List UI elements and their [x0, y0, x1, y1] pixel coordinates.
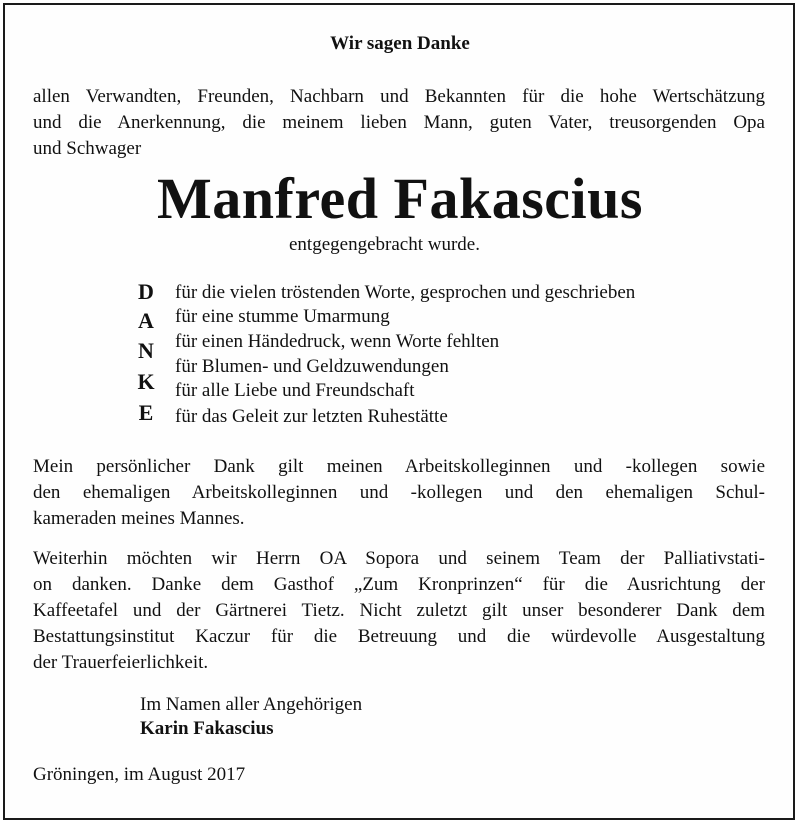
paragraph1-line-3: kameraden meines Mannes.: [33, 508, 245, 529]
after-name-text: entgegengebracht wurde.: [289, 234, 480, 255]
notice-title: Wir sagen Danke: [330, 33, 470, 54]
danke-letter-e: E: [138, 400, 154, 425]
paragraph2-line-2: on danken. Danke dem Gasthof „Zum Kronprinzen“ für die Ausrichtung der: [33, 574, 765, 595]
paragraph1-line-1: Mein persönlicher Dank gilt meinen Arbeitskolleginnen und -kollegen sowie: [33, 456, 765, 477]
paragraph2-line-4: Bestattungsinstitut Kaczur für die Betreuung und die würdevolle Ausgestaltung: [33, 626, 765, 647]
signature-name: Karin Fakascius: [140, 718, 274, 739]
danke-line-5: für alle Liebe und Freundschaft: [175, 380, 415, 401]
intro-line-1: allen Verwandten, Freunden, Nachbarn und Bekannten für die hohe Wertschätzung: [33, 86, 765, 107]
signature-on-behalf: Im Namen aller Angehörigen: [140, 694, 363, 715]
paragraph2-line-3: Kaffeetafel und der Gärtnerei Tietz. Nicht zuletzt gilt unser besonderer Dank dem: [33, 600, 765, 621]
danke-letter-d: D: [138, 279, 154, 304]
intro-line-2: und die Anerkennung, die meinem lieben Mann, guten Vater, treusorgenden Opa: [33, 112, 765, 133]
danke-letter-a: A: [138, 308, 154, 333]
danke-line-4: für Blumen- und Geldzuwendungen: [175, 356, 449, 377]
intro-line-3: und Schwager: [33, 138, 142, 159]
danke-line-1: für die vielen tröstenden Worte, gesprochen und geschrieben: [175, 282, 636, 303]
danke-letter-k: K: [137, 369, 155, 394]
danke-line-2: für eine stumme Umarmung: [175, 306, 390, 327]
danke-line-6: für das Geleit zur letzten Ruhestätte: [175, 406, 448, 427]
place-date: Gröningen, im August 2017: [33, 764, 246, 785]
paragraph2-line-5: der Trauerfeierlichkeit.: [33, 652, 209, 673]
danke-line-3: für einen Händedruck, wenn Worte fehlten: [175, 331, 500, 352]
danke-letter-n: N: [138, 338, 154, 363]
paragraph2-line-1: Weiterhin möchten wir Herrn OA Sopora und seinem Team der Palliativstati-: [33, 548, 765, 569]
deceased-name: Manfred Fakascius: [157, 166, 643, 231]
paragraph1-line-2: den ehemaligen Arbeitskolleginnen und -kollegen und den ehemaligen Schul-: [33, 482, 765, 503]
